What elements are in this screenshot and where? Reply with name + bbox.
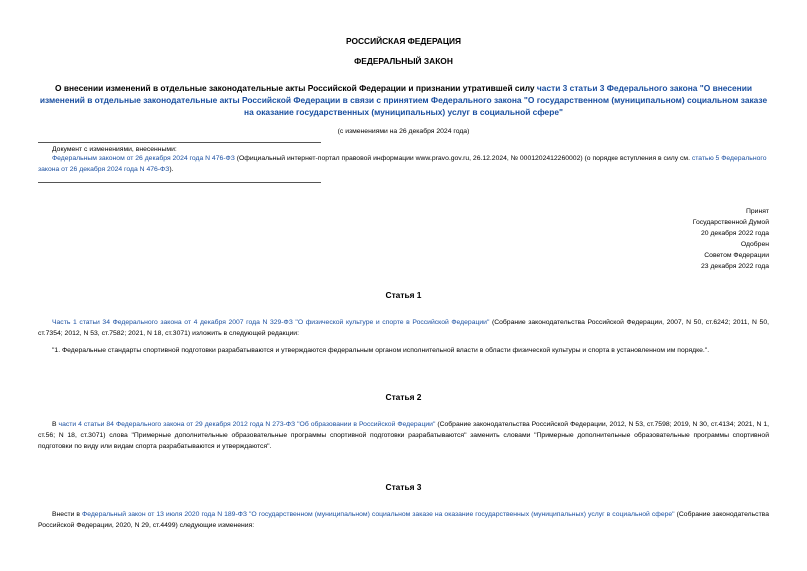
article-1-link[interactable]: Часть 1 статьи 34 Федерального закона от 4 декабря 2007 года N 329-ФЗ "О физической культуре и спорте в Российской Федерации" <box>52 319 490 326</box>
article-2-heading: Статья 2 <box>385 392 422 402</box>
article-1-paragraph-2: "1. Федеральные стандарты спортивной подготовки разрабатываются и утверждаются федеральным органом исполнительной власти в области физической культуры и спорта в установленном им порядке.". <box>52 347 710 354</box>
adopted-label: Принят <box>745 208 769 215</box>
article-3-paragraph-1 <box>38 510 769 532</box>
edition-note: (с изменениями на 26 декабря 2024 года) <box>337 128 470 135</box>
changes-link-amending-law[interactable]: Федеральным законом от 26 декабря 2024 года N 476-ФЗ <box>52 155 235 162</box>
article-2-paragraph-1 <box>38 420 769 453</box>
article-3-link[interactable]: Федеральный закон от 13 июля 2020 года N 189-ФЗ "О государственном (муниципальном) социальном заказе на оказание государственных (муниципальных) услуг в социальной сфере" <box>82 511 675 518</box>
divider-bottom <box>38 182 321 183</box>
header-doc-type: ФЕДЕРАЛЬНЫЙ ЗАКОН <box>354 56 453 66</box>
changes-text <box>38 154 769 175</box>
article-3-prefix: Внести в <box>52 511 83 518</box>
law-title-link[interactable]: части 3 статьи 3 Федерального закона "О внесении изменений в отдельные законодательные акты Российской Федерации в связи с принятием Федерального закона "О государственном (муниципальном) социальном заказе на оказание государственных (муниципальных) услуг в социальной сфере" <box>39 83 768 117</box>
approved-by: Советом Федерации <box>704 252 769 259</box>
approved-date: 23 декабря 2022 года <box>701 263 769 270</box>
article-2-link[interactable]: части 4 статьи 84 Федерального закона от 29 декабря 2012 года N 273-ФЗ "Об образовании в Российской Федерации" <box>58 421 436 428</box>
adopted-date: 20 декабря 2022 года <box>701 230 769 237</box>
changes-source-text: (Официальный интернет-портал правовой информации www.pravo.gov.ru, 26.12.2024, № 0001202412260002) (о порядке вступления в силу см. <box>234 155 692 162</box>
law-title <box>38 83 769 119</box>
changes-end-text: ). <box>169 165 174 173</box>
adoption-block <box>693 206 769 272</box>
divider-top <box>38 142 321 143</box>
law-title-text: О внесении изменений в отдельные законодательные акты Российской Федерации и признании утратившей силу <box>55 83 537 93</box>
header-country: РОССИЙСКАЯ ФЕДЕРАЦИЯ <box>345 36 462 46</box>
changes-label: Документ с изменениями, внесенными: <box>52 146 177 153</box>
approved-label: Одобрен <box>740 241 769 248</box>
article-1-text: (Собрание законодательства Российской Федерации, 2007, N 50, ст.6242; 2011, N 50, ст.7354; 2012, N 53, ст.7582; 2021, N 18, ст.3071) изложить в следующей редакции: <box>38 319 769 337</box>
article-3-text: (Собрание законодательства Российской Федерации, 2020, N 29, ст.4499) следующие изменения: <box>38 511 769 529</box>
adopted-by: Государственной Думой <box>692 219 769 226</box>
article-3-heading: Статья 3 <box>385 482 422 492</box>
changes-link-article5[interactable]: статью 5 Федерального закона от 26 декабря 2024 года N 476-ФЗ <box>38 155 767 173</box>
article-2-text: (Собрание законодательства Российской Федерации, 2012, N 53, ст.7598; 2019, N 30, ст.4134; 2021, N 1, ст.56; N 18, ст.3071) слова "Примерные дополнительные образовательные программы спортивной подготовки разрабатываются" заменить словами "Примерные дополнительные образовательные программы спортивной подготовки по виду или видам спорта разрабатываются и утверждаются". <box>38 421 770 450</box>
article-1-paragraph-1 <box>38 318 769 340</box>
article-1-heading: Статья 1 <box>385 290 422 300</box>
article-2-prefix: В <box>52 421 59 428</box>
